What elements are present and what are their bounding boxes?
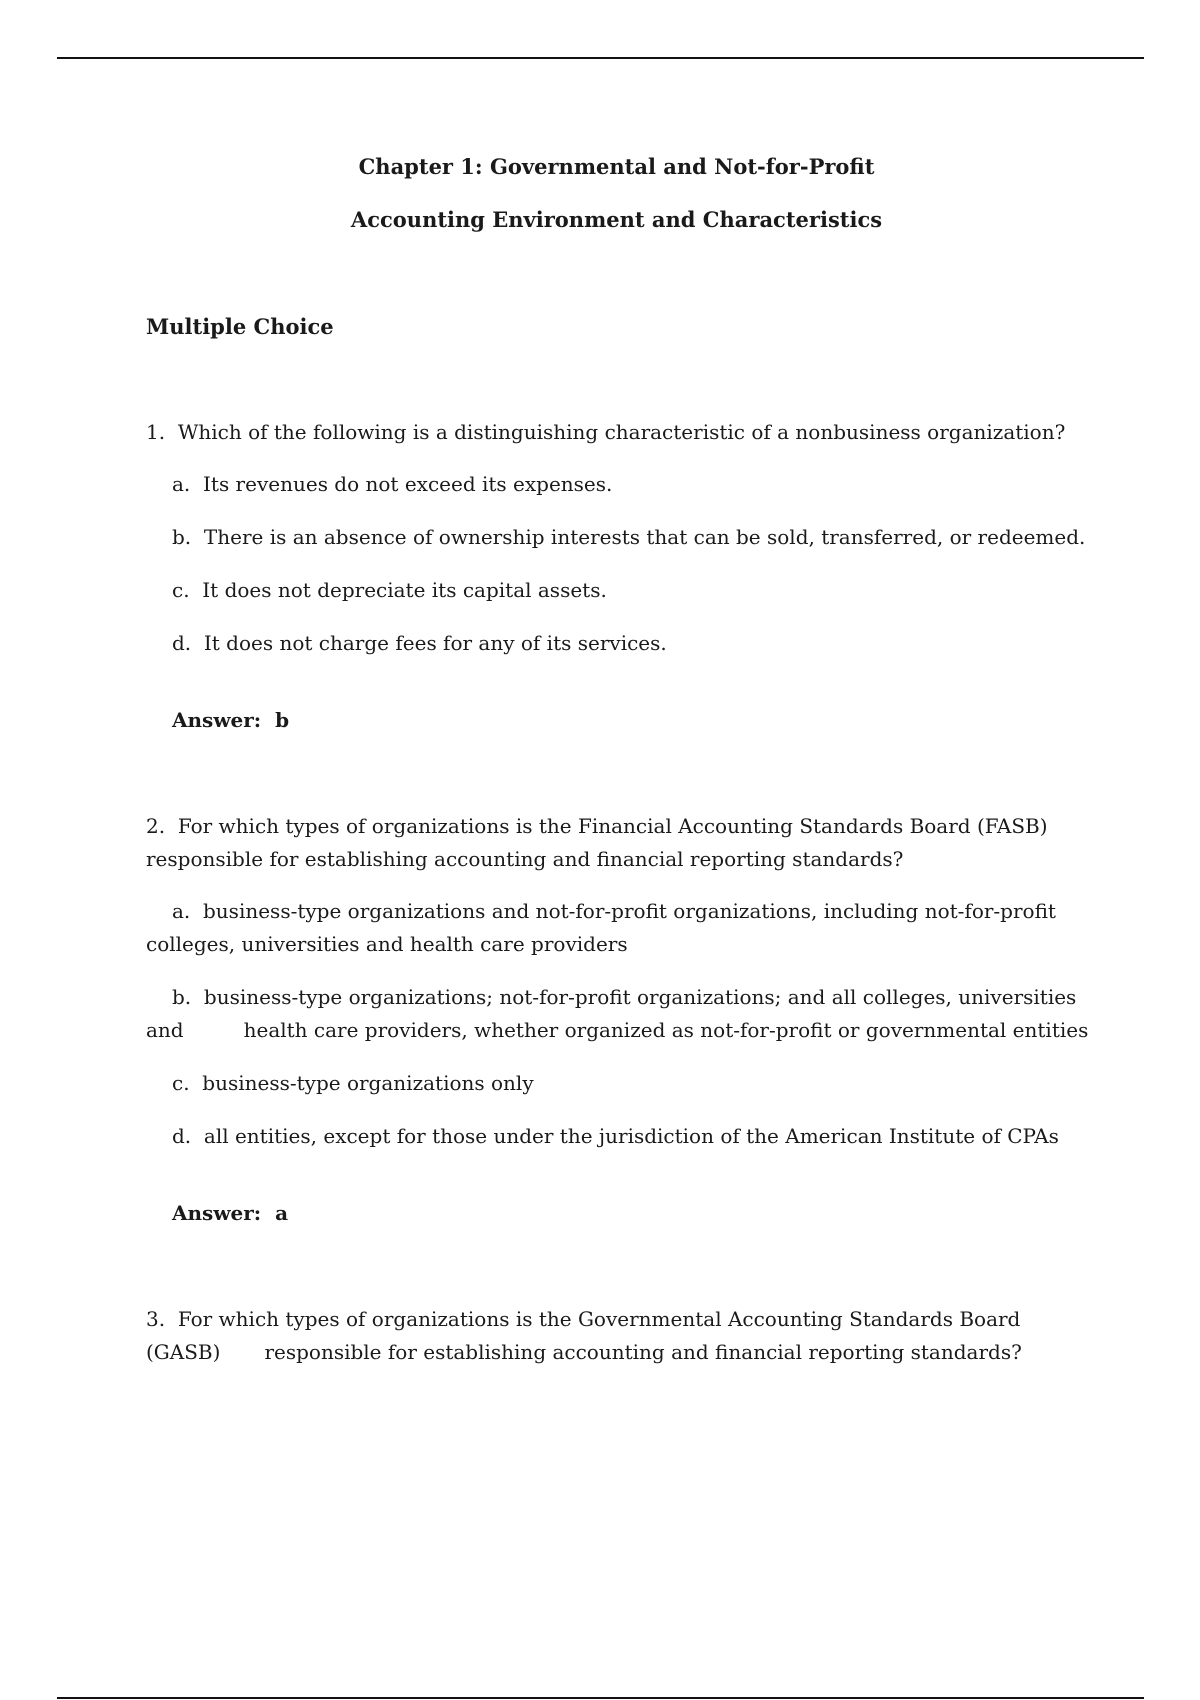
question-2-options (146, 895, 1096, 1153)
question-text-part1: For which types of organizations is the Governmental Accounting Standards Board (GASB) (146, 1307, 1021, 1364)
option-text: all entities, except for those under the jurisdiction of the American Institute of CPAs (203, 1124, 1059, 1148)
question-2 (146, 810, 1096, 1230)
question-3 (146, 1303, 1096, 1369)
option-text: It does not depreciate its capital assets. (202, 578, 607, 602)
question-3-stem (146, 1303, 1096, 1369)
option-b (146, 981, 1096, 1047)
option-label: a. (172, 472, 191, 496)
chapter-title (0, 140, 1200, 246)
option-text: It does not charge fees for any of its services. (203, 631, 667, 655)
option-d (146, 627, 1096, 660)
option-label: b. (172, 525, 192, 549)
option-text: There is an absence of ownership interests that can be sold, transferred, or redeemed. (203, 525, 1086, 549)
option-text: Its revenues do not exceed its expenses. (203, 472, 613, 496)
option-a (146, 895, 1096, 961)
option-text-part1: business-type organizations; not-for-profit organizations; and all colleges, universities and (146, 985, 1077, 1042)
bottom-rule (57, 1697, 1144, 1699)
answer-2 (172, 1197, 1096, 1230)
option-text: business-type organizations only (202, 1071, 534, 1095)
question-number: 2. (146, 814, 166, 838)
title-line-2: Accounting Environment and Characteristics (350, 207, 883, 232)
question-1 (146, 416, 1096, 737)
section-heading: Multiple Choice (146, 314, 334, 339)
option-label: d. (172, 1124, 192, 1148)
question-number: 3. (146, 1307, 166, 1331)
answer-value: b (275, 708, 290, 732)
question-1-options (146, 468, 1096, 660)
answer-value: a (275, 1201, 289, 1225)
option-d (146, 1120, 1096, 1153)
option-b (146, 521, 1096, 554)
question-1-stem (146, 416, 1096, 449)
question-text: For which types of organizations is the Financial Accounting Standards Board (FASB) responsible for establishing accounting and financial reporting standards? (146, 814, 1048, 871)
option-label: c. (172, 1071, 190, 1095)
question-number: 1. (146, 420, 166, 444)
option-c (146, 1067, 1096, 1100)
document-page (146, 140, 1096, 1369)
option-a (146, 468, 1096, 501)
question-text: Which of the following is a distinguishing characteristic of a nonbusiness organization? (177, 420, 1066, 444)
title-line-1: Chapter 1: Governmental and Not-for-Profit (358, 154, 875, 179)
option-text: business-type organizations and not-for-profit organizations, including not-for-profit colleges, universities and health care providers (146, 899, 1056, 956)
answer-label: Answer: (172, 1201, 262, 1225)
answer-1 (172, 704, 1096, 737)
option-label: a. (172, 899, 191, 923)
option-label: d. (172, 631, 192, 655)
option-c (146, 574, 1096, 607)
option-label: c. (172, 578, 190, 602)
top-rule (57, 57, 1144, 59)
option-label: b. (172, 985, 192, 1009)
answer-label: Answer: (172, 708, 262, 732)
option-text-part2: health care providers, whether organized as not-for-profit or governmental entities (243, 1018, 1089, 1042)
question-text-part2: responsible for establishing accounting and financial reporting standards? (264, 1340, 1022, 1364)
question-2-stem (146, 810, 1096, 876)
